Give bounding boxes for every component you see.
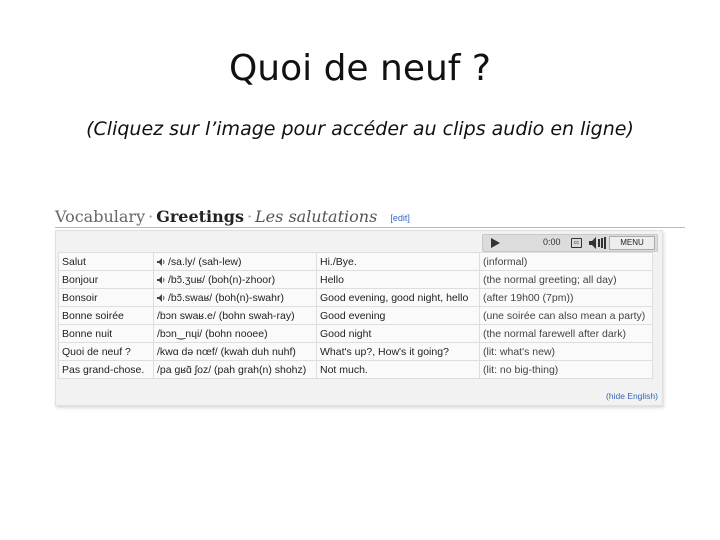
usage-note: (the normal greeting; all day) (480, 271, 653, 289)
edit-link[interactable]: [edit] (390, 212, 410, 223)
breadcrumb-separator: · (246, 207, 253, 226)
usage-note: (lit: what's new) (480, 343, 653, 361)
french-term: Bonne nuit (59, 325, 154, 343)
english-translation: Hi./Bye. (317, 253, 480, 271)
french-term: Quoi de neuf ? (59, 343, 154, 361)
table-row (59, 343, 653, 361)
english-translation: Hello (317, 271, 480, 289)
speaker-icon[interactable] (157, 276, 166, 284)
pronunciation[interactable]: /bɔ̃.swaʁ/ (boh(n)-swahr) (154, 289, 317, 307)
english-translation: Good evening (317, 307, 480, 325)
usage-note: (the normal farewell after dark) (480, 325, 653, 343)
table-row (59, 253, 653, 271)
table-row (59, 289, 653, 307)
volume-icon[interactable] (589, 237, 607, 249)
english-translation: What's up?, How's it going? (317, 343, 480, 361)
time-display: 0:00 (543, 237, 561, 247)
breadcrumb-vocabulary[interactable]: Vocabulary (55, 207, 146, 226)
pronunciation: /pa gʁɑ̃ ʃoz/ (pah grah(n) shohz) (154, 361, 317, 379)
pronunciation: /bɔn‿nɥi/ (bohn nooee) (154, 325, 317, 343)
captions-icon[interactable]: cc (571, 238, 582, 248)
french-term: Bonsoir (59, 289, 154, 307)
heading-rule (55, 227, 685, 228)
english-translation: Not much. (317, 361, 480, 379)
breadcrumb-les-salutations: Les salutations (255, 207, 378, 226)
usage-note: (lit: no big-thing) (480, 361, 653, 379)
menu-button[interactable]: MENU (609, 236, 655, 250)
pronunciation: /bɔn swaʁ.e/ (bohn swah-ray) (154, 307, 317, 325)
french-term: Bonjour (59, 271, 154, 289)
usage-note: (after 19h00 (7pm)) (480, 289, 653, 307)
usage-note: (informal) (480, 253, 653, 271)
vocabulary-panel (55, 230, 663, 406)
table-row (59, 271, 653, 289)
english-translation: Good evening, good night, hello (317, 289, 480, 307)
vocabulary-screenshot[interactable] (55, 200, 685, 405)
hide-english-link[interactable]: (hide English) (606, 391, 658, 401)
french-term: Bonne soirée (59, 307, 154, 325)
pronunciation[interactable]: /bɔ̃.ʒuʁ/ (boh(n)-zhoor) (154, 271, 317, 289)
usage-note: (une soirée can also mean a party) (480, 307, 653, 325)
breadcrumb-separator: · (148, 207, 154, 226)
slide-title: Quoi de neuf ? (228, 48, 492, 89)
vocabulary-table (58, 252, 653, 379)
french-term: Salut (59, 253, 154, 271)
table-row (59, 307, 653, 325)
pronunciation[interactable]: /sa.ly/ (sah-lew) (154, 253, 317, 271)
english-translation: Good night (317, 325, 480, 343)
audio-player[interactable] (482, 234, 658, 252)
slide-subtitle: (Cliquez sur l’image pour accéder au clips audio en ligne) (86, 118, 634, 140)
breadcrumb-greetings[interactable]: Greetings (156, 207, 244, 226)
pronunciation: /kwɑ də nœf/ (kwah duh nuhf) (154, 343, 317, 361)
table-row (59, 325, 653, 343)
table-row (59, 361, 653, 379)
play-icon[interactable] (491, 238, 500, 248)
breadcrumb (55, 207, 410, 226)
speaker-icon[interactable] (157, 258, 166, 266)
french-term: Pas grand-chose. (59, 361, 154, 379)
speaker-icon[interactable] (157, 294, 166, 302)
